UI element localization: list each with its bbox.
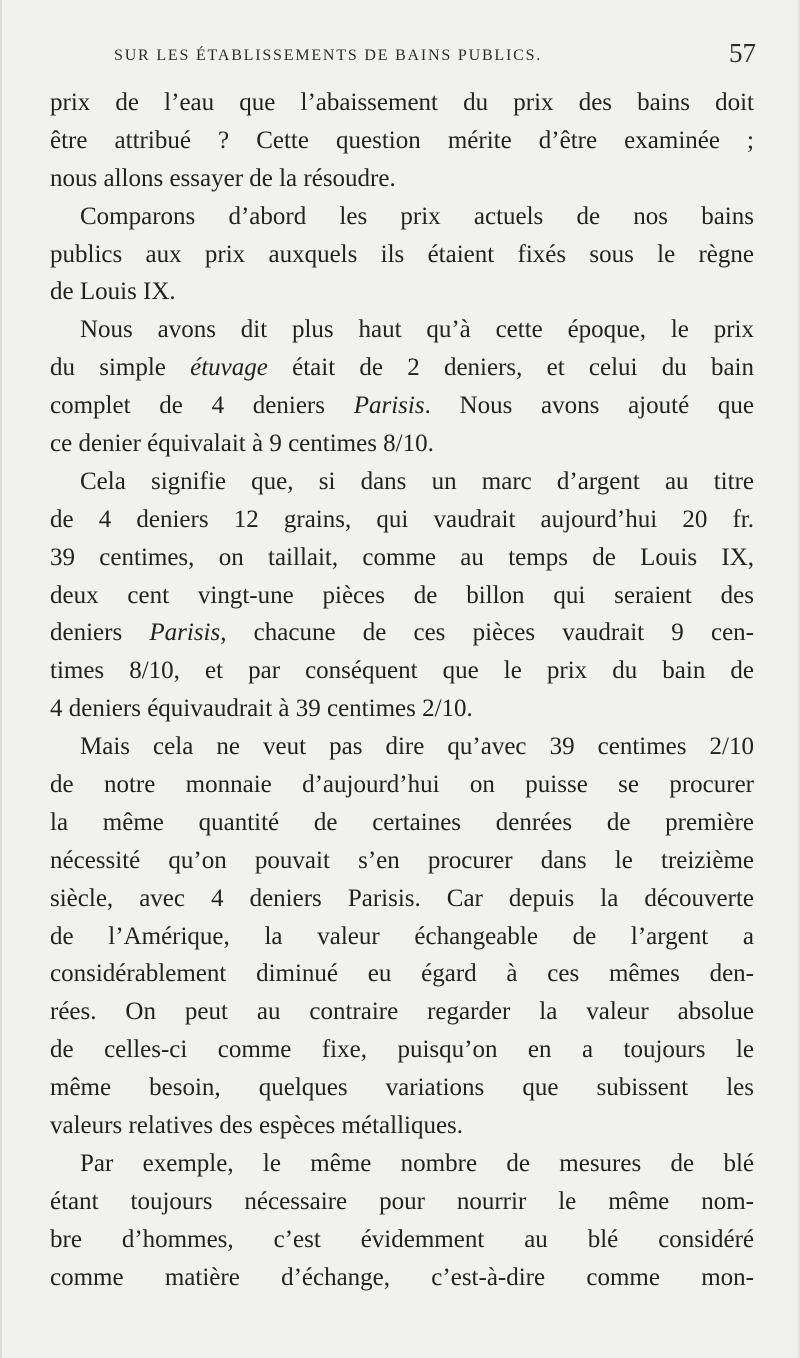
text-line: de Louis IX. — [50, 278, 176, 306]
text-line: Nous avons dit plus haut qu’à cette époque, le prix — [80, 316, 754, 344]
text-line: siècle, avec 4 deniers Parisis. Car depuis la découverte — [50, 884, 754, 912]
text-line: considérablement diminué eu égard à ces mêmes den- — [50, 960, 754, 988]
text-line: Comparons d’abord les prix actuels de nos bains — [80, 202, 754, 230]
text-line: étant toujours nécessaire pour nourrir le même nom- — [50, 1187, 754, 1215]
paragraph — [50, 311, 754, 463]
text-line: times 8/10, et par conséquent que le prix du bain de — [50, 657, 754, 685]
text-line: la même quantité de certaines denrées de première — [50, 808, 754, 836]
paragraph — [50, 198, 754, 312]
text-line: valeurs relatives des espèces métalliques. — [50, 1112, 464, 1140]
text-line: publics aux prix auxquels ils étaient fixés sous le règne — [50, 240, 754, 268]
text-line: de l’Amérique, la valeur échangeable de l’argent a — [50, 922, 754, 950]
running-title: SUR LES ÉTABLISSEMENTS DE BAINS PUBLICS. — [114, 47, 543, 64]
text-line: deux cent vingt-une pièces de billon qui seraient des — [50, 581, 754, 609]
text-line: nécessité qu’on pouvait s’en procurer dans le treizième — [50, 846, 754, 874]
text-line: ce denier équivalait à 9 centimes 8/10. — [50, 430, 434, 458]
text-line: de 4 deniers 12 grains, qui vaudrait aujourd’hui 20 fr. — [50, 505, 754, 533]
text-line: même besoin, quelques variations que subissent les — [50, 1074, 754, 1102]
paragraph — [50, 463, 754, 728]
text-line: 39 centimes, on taillait, comme au temps de Louis IX, — [50, 543, 754, 571]
text-line: nous allons essayer de la résoudre. — [50, 164, 396, 192]
text-line: deniers Parisis, chacune de ces pièces vaudrait 9 cen- — [50, 619, 754, 647]
text-line: être attribué ? Cette question mérite d’être examinée ; — [50, 126, 754, 154]
page-number: 57 — [729, 38, 756, 68]
text-line: de celles-ci comme fixe, puisqu’on en a toujours le — [50, 1036, 754, 1064]
text-line: 4 deniers équivaudrait à 39 centimes 2/10. — [50, 695, 473, 723]
text-line: complet de 4 deniers Parisis. Nous avons ajouté que — [50, 392, 754, 420]
text-line: Par exemple, le même nombre de mesures de blé — [80, 1149, 754, 1177]
paragraph — [50, 1145, 754, 1297]
paragraph — [50, 84, 754, 198]
text-line: comme matière d’échange, c’est-à-dire comme mon- — [50, 1263, 754, 1291]
running-head — [50, 38, 758, 78]
body-text — [50, 84, 754, 1297]
text-line: rées. On peut au contraire regarder la valeur absolue — [50, 998, 754, 1026]
text-line: prix de l’eau que l’abaissement du prix des bains doit — [50, 89, 754, 116]
text-line: de notre monnaie d’aujourd’hui on puisse se procurer — [50, 771, 754, 799]
text-line: du simple étuvage était de 2 deniers, et celui du bain — [50, 354, 754, 382]
text-line: bre d’hommes, c’est évidemment au blé considéré — [50, 1225, 754, 1253]
text-line: Mais cela ne veut pas dire qu’avec 39 centimes 2/10 — [80, 733, 754, 761]
paragraph — [50, 728, 754, 1145]
text-line: Cela signifie que, si dans un marc d’argent au titre — [80, 467, 754, 495]
